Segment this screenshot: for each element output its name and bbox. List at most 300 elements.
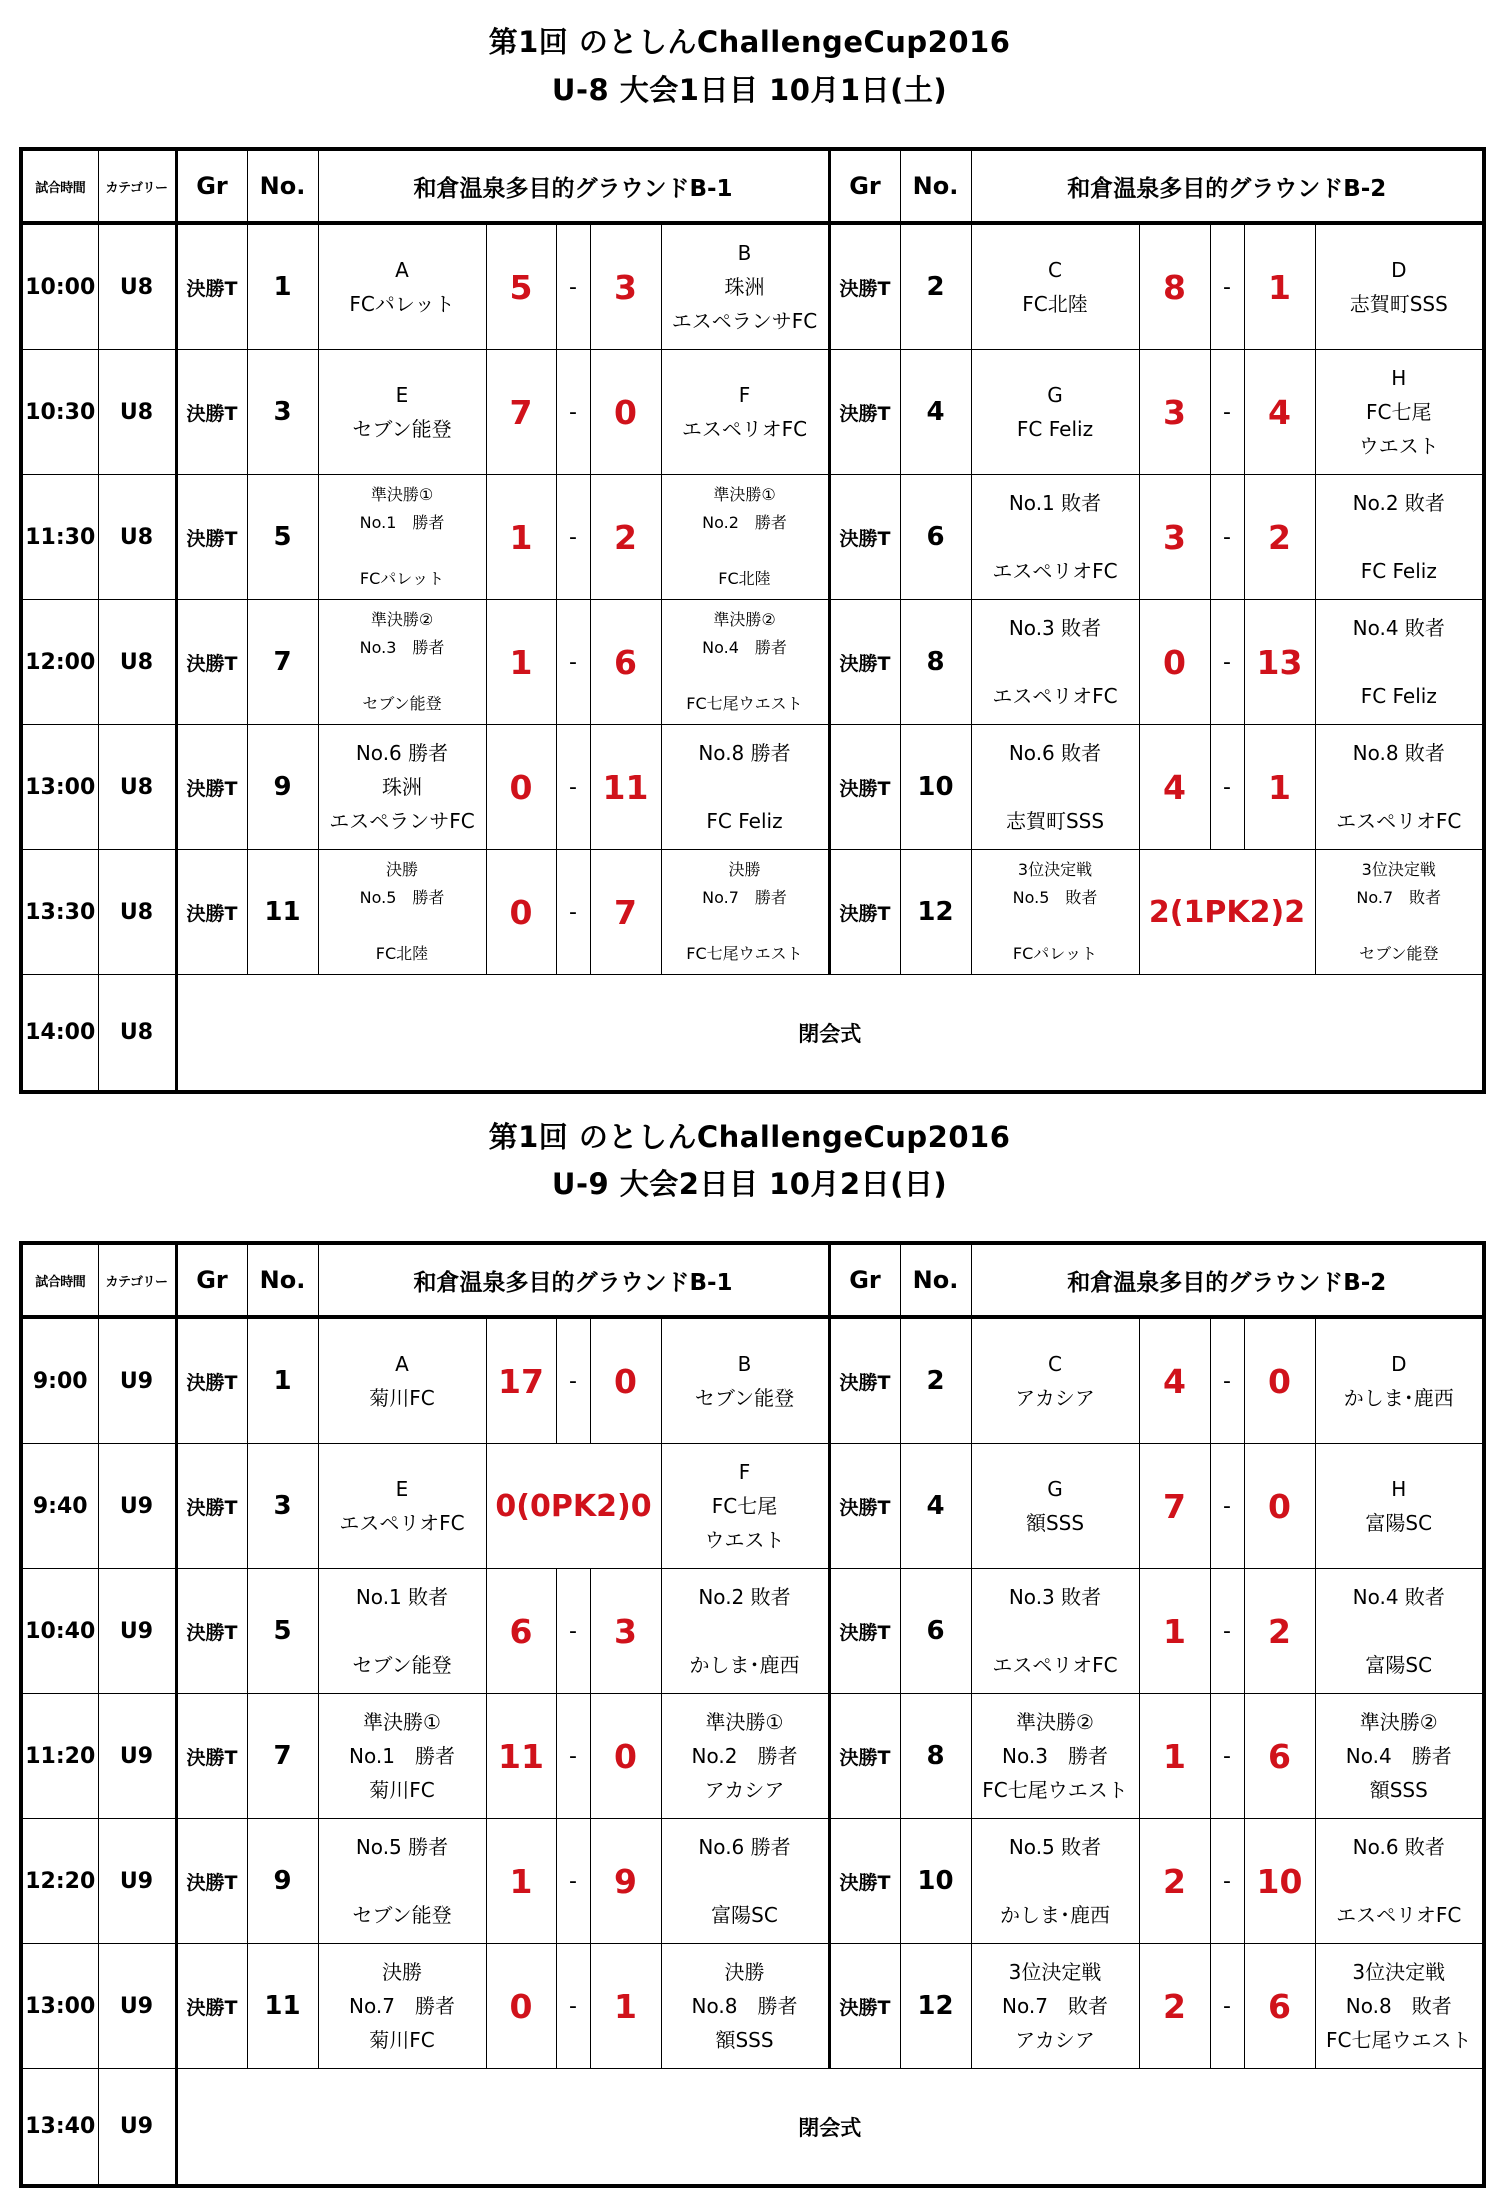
home-team-line: C — [1048, 258, 1062, 282]
away-team-line: No.2 敗者 — [1352, 491, 1445, 515]
home-team-line: No.1 勝者 — [359, 513, 445, 532]
away-team — [661, 475, 829, 600]
away-team-line: No.6 勝者 — [698, 1835, 791, 1859]
home-team-line: 菊川FC — [369, 1386, 435, 1410]
home-team-line — [319, 537, 486, 565]
home-team — [318, 1944, 486, 2069]
home-score: 0 — [486, 725, 556, 850]
home-team-line: アカシア — [1015, 1386, 1095, 1410]
away-team — [661, 600, 829, 725]
home-team-line: FC北陸 — [1022, 292, 1088, 316]
away-score: 11 — [590, 725, 661, 850]
away-score: 4 — [1244, 350, 1315, 475]
away-team — [661, 1694, 829, 1819]
away-team — [661, 725, 829, 850]
score-separator: - — [1210, 475, 1244, 600]
home-team-line: 菊川FC — [369, 2028, 435, 2052]
u8-schedule-table — [19, 147, 1486, 1094]
away-team-line — [662, 912, 828, 940]
home-score: 0 — [486, 850, 556, 975]
home-team-line: E — [395, 383, 409, 407]
home-team-line: FCパレット — [1012, 944, 1098, 963]
score-separator: - — [556, 850, 590, 975]
home-team-line — [319, 1614, 486, 1648]
match-group: 決勝T — [829, 475, 900, 600]
away-team-line: No.7 勝者 — [702, 888, 787, 907]
home-team-line — [972, 645, 1139, 679]
away-team — [661, 1569, 829, 1694]
away-team-line: No.4 敗者 — [1352, 1585, 1445, 1609]
match-row — [21, 1569, 1484, 1694]
away-team-line — [1316, 1864, 1483, 1898]
home-team-line: アカシア — [1015, 2028, 1095, 2052]
away-score: 2 — [590, 475, 661, 600]
home-team-line: No.1 勝者 — [349, 1744, 455, 1768]
match-number: 12 — [900, 1944, 971, 2069]
match-time: 10:00 — [21, 223, 98, 350]
away-score: 7 — [590, 850, 661, 975]
away-team — [661, 1317, 829, 1444]
ceremony-label: 閉会式 — [176, 975, 1484, 1093]
home-score: 5 — [486, 223, 556, 350]
away-team-line: エスペリオFC — [681, 417, 808, 441]
away-team-line — [1316, 520, 1483, 554]
away-team-line: FC七尾ウエスト — [686, 944, 803, 963]
ceremony-time: 13:40 — [21, 2069, 98, 2187]
home-score: 4 — [1139, 725, 1210, 850]
away-team-line: FC北陸 — [718, 569, 771, 588]
home-team — [971, 475, 1139, 600]
away-team-line — [662, 537, 828, 565]
home-team — [318, 600, 486, 725]
away-team-line: No.2 勝者 — [702, 513, 787, 532]
match-number: 6 — [900, 475, 971, 600]
away-team-line: エスペリオFC — [1336, 1903, 1462, 1927]
away-team-line: F — [738, 1460, 751, 1484]
home-team-line: No.6 勝者 — [355, 741, 449, 765]
home-team — [971, 1694, 1139, 1819]
home-team — [318, 475, 486, 600]
score-separator: - — [1210, 1444, 1244, 1569]
away-team-line: セブン能登 — [1359, 944, 1439, 963]
match-category: U9 — [98, 1819, 176, 1944]
match-group: 決勝T — [176, 725, 247, 850]
away-team — [661, 223, 829, 350]
match-group: 決勝T — [176, 1819, 247, 1944]
away-team-line: No.8 敗者 — [1352, 741, 1445, 765]
match-time: 10:30 — [21, 350, 98, 475]
match-number: 3 — [247, 1444, 318, 1569]
u9-title-line2: U-9 大会2日目 10月2日(日) — [551, 1167, 948, 1201]
match-number: 8 — [900, 1694, 971, 1819]
match-number: 3 — [247, 350, 318, 475]
away-team-line: D — [1391, 1352, 1407, 1376]
match-row — [21, 725, 1484, 850]
home-team — [318, 1444, 486, 1569]
away-team — [1315, 1694, 1484, 1819]
match-row — [21, 350, 1484, 475]
score-separator: - — [556, 600, 590, 725]
header-ground-b1: 和倉温泉多目的グラウンドB-1 — [318, 149, 829, 223]
match-group: 決勝T — [829, 350, 900, 475]
home-team-line: No.7 敗者 — [1002, 1994, 1108, 2018]
away-team — [661, 350, 829, 475]
match-number: 11 — [247, 1944, 318, 2069]
home-team — [318, 223, 486, 350]
home-team-line: No.5 勝者 — [359, 888, 445, 907]
away-team-line: 3位決定戦 — [1361, 860, 1436, 879]
away-team-line: セブン能登 — [694, 1386, 795, 1410]
match-group: 決勝T — [176, 600, 247, 725]
away-score: 0 — [590, 350, 661, 475]
match-category: U9 — [98, 1317, 176, 1444]
away-team-line: FC七尾ウエスト — [686, 694, 803, 713]
home-team — [971, 725, 1139, 850]
home-team-line: No.1 敗者 — [355, 1585, 449, 1609]
home-team-line: エスペランサFC — [329, 809, 475, 833]
home-team-line: 珠洲 — [382, 775, 422, 799]
home-team — [971, 1569, 1139, 1694]
home-team-line: No.3 勝者 — [1002, 1744, 1108, 1768]
away-score: 0 — [590, 1694, 661, 1819]
home-team-line: 準決勝① — [363, 1710, 441, 1734]
away-team-line: H — [1391, 366, 1407, 390]
ceremony-row — [21, 2069, 1484, 2187]
away-team-line: かしま･鹿西 — [1343, 1386, 1454, 1410]
home-team-line — [972, 1864, 1139, 1898]
home-team — [971, 600, 1139, 725]
home-team-line: エスペリオFC — [339, 1511, 465, 1535]
header-no: No. — [247, 149, 318, 223]
away-team-line: 準決勝① — [713, 485, 776, 504]
match-group: 決勝T — [176, 1569, 247, 1694]
home-team-line — [319, 912, 486, 940]
match-number: 2 — [900, 223, 971, 350]
home-team-line: No.6 敗者 — [1008, 741, 1102, 765]
home-score: 8 — [1139, 223, 1210, 350]
match-group: 決勝T — [176, 850, 247, 975]
home-team-line — [972, 912, 1139, 940]
away-score: 0 — [1244, 1317, 1315, 1444]
home-team-line — [972, 770, 1139, 804]
match-time: 9:00 — [21, 1317, 98, 1444]
away-score: 1 — [1244, 725, 1315, 850]
home-team-line: G — [1047, 383, 1063, 407]
pk-score: 2(1PK2)2 — [1139, 850, 1315, 975]
match-group: 決勝T — [829, 1317, 900, 1444]
away-team-line: 3位決定戦 — [1352, 1960, 1446, 1984]
home-team — [318, 850, 486, 975]
away-score: 13 — [1244, 600, 1315, 725]
match-category: U9 — [98, 1694, 176, 1819]
home-team-line: セブン能登 — [362, 694, 442, 713]
away-team-line — [662, 1614, 828, 1648]
match-number: 9 — [247, 1819, 318, 1944]
match-number: 1 — [247, 223, 318, 350]
home-score: 1 — [1139, 1694, 1210, 1819]
home-team-line: No.3 敗者 — [1008, 1585, 1102, 1609]
home-score: 7 — [1139, 1444, 1210, 1569]
home-team-line: 準決勝② — [370, 610, 434, 629]
away-team-line: B — [737, 1352, 752, 1376]
match-group: 決勝T — [176, 223, 247, 350]
away-team — [661, 1819, 829, 1944]
away-team-line — [1316, 912, 1483, 940]
home-score: 6 — [486, 1569, 556, 1694]
home-score: 3 — [1139, 350, 1210, 475]
score-separator: - — [556, 223, 590, 350]
away-team-line: No.4 敗者 — [1352, 616, 1445, 640]
home-team — [971, 350, 1139, 475]
header-no: No. — [900, 149, 971, 223]
away-team-line: D — [1391, 258, 1407, 282]
home-team-line: セブン能登 — [352, 417, 452, 441]
u9-schedule-table — [19, 1241, 1486, 2188]
away-team-line: FC七尾 — [1366, 400, 1432, 424]
away-team-line: No.6 敗者 — [1352, 1835, 1445, 1859]
match-row — [21, 850, 1484, 975]
away-team-line: No.8 勝者 — [698, 741, 791, 765]
match-number: 7 — [247, 1694, 318, 1819]
match-number: 5 — [247, 1569, 318, 1694]
home-team — [318, 725, 486, 850]
u9-title-line1: 第1回 のとしんChallengeCup2016 — [488, 1120, 1011, 1154]
away-team — [1315, 850, 1484, 975]
match-group: 決勝T — [176, 1317, 247, 1444]
home-team-line: A — [395, 258, 409, 282]
away-team — [1315, 350, 1484, 475]
home-team-line: セブン能登 — [352, 1653, 452, 1677]
away-team-line: ウエスト — [704, 1528, 785, 1552]
away-team-line: No.7 敗者 — [1356, 888, 1442, 907]
away-team — [661, 850, 829, 975]
away-team — [1315, 1317, 1484, 1444]
match-time: 12:20 — [21, 1819, 98, 1944]
match-group: 決勝T — [829, 725, 900, 850]
match-time: 11:20 — [21, 1694, 98, 1819]
away-team-line: かしま･鹿西 — [689, 1653, 800, 1677]
match-category: U9 — [98, 1944, 176, 2069]
away-team-line: No.4 勝者 — [702, 638, 787, 657]
away-score: 3 — [590, 223, 661, 350]
match-time: 11:30 — [21, 475, 98, 600]
match-number: 4 — [900, 1444, 971, 1569]
match-group: 決勝T — [829, 600, 900, 725]
score-separator: - — [1210, 1569, 1244, 1694]
match-category: U9 — [98, 1569, 176, 1694]
home-team-line: No.7 勝者 — [349, 1994, 455, 2018]
match-category: U8 — [98, 223, 176, 350]
home-score: 1 — [1139, 1569, 1210, 1694]
score-separator: - — [1210, 1819, 1244, 1944]
score-separator: - — [1210, 1317, 1244, 1444]
match-category: U8 — [98, 850, 176, 975]
match-group: 決勝T — [829, 1444, 900, 1569]
home-team-line: C — [1048, 1352, 1062, 1376]
away-team-line — [1316, 1614, 1483, 1648]
match-group: 決勝T — [176, 475, 247, 600]
away-team-line: ウエスト — [1358, 434, 1439, 458]
away-team-line: H — [1391, 1477, 1407, 1501]
away-team — [1315, 1569, 1484, 1694]
match-number: 12 — [900, 850, 971, 975]
match-number: 11 — [247, 850, 318, 975]
home-score: 1 — [486, 1819, 556, 1944]
home-score: 11 — [486, 1694, 556, 1819]
home-team-line: 志賀町SSS — [1005, 809, 1105, 833]
away-team-line: 決勝 — [728, 860, 761, 879]
match-row — [21, 1819, 1484, 1944]
away-team — [1315, 600, 1484, 725]
away-team — [661, 1444, 829, 1569]
match-number: 7 — [247, 600, 318, 725]
home-team — [318, 1569, 486, 1694]
home-team-line — [319, 1864, 486, 1898]
match-number: 9 — [247, 725, 318, 850]
match-group: 決勝T — [176, 350, 247, 475]
header-time: 試合時間 — [21, 1243, 98, 1317]
away-team-line: 志賀町SSS — [1349, 292, 1448, 316]
header-ground-b2: 和倉温泉多目的グラウンドB-2 — [971, 149, 1484, 223]
away-team-line — [662, 770, 828, 804]
home-team-line: 菊川FC — [369, 1778, 435, 1802]
home-team-line: エスペリオFC — [992, 559, 1118, 583]
u8-title-line2: U-8 大会1日目 10月1日(土) — [551, 73, 948, 107]
away-score: 2 — [1244, 475, 1315, 600]
match-category: U8 — [98, 725, 176, 850]
home-score: 1 — [486, 475, 556, 600]
away-team-line: No.4 勝者 — [1345, 1744, 1452, 1768]
header-ground-b1: 和倉温泉多目的グラウンドB-1 — [318, 1243, 829, 1317]
match-number: 6 — [900, 1569, 971, 1694]
match-category: U9 — [98, 1444, 176, 1569]
header-gr: Gr — [176, 1243, 247, 1317]
home-team-line — [319, 662, 486, 690]
home-score: 3 — [1139, 475, 1210, 600]
away-team — [1315, 475, 1484, 600]
away-team — [661, 1944, 829, 2069]
score-separator: - — [1210, 1944, 1244, 2069]
match-row — [21, 600, 1484, 725]
away-score: 3 — [590, 1569, 661, 1694]
home-team-line: A — [395, 1352, 409, 1376]
away-team-line: No.8 敗者 — [1345, 1994, 1452, 2018]
away-team-line — [662, 1864, 828, 1898]
away-score: 0 — [1244, 1444, 1315, 1569]
home-team-line: FC Feliz — [1016, 417, 1094, 441]
score-separator: - — [1210, 350, 1244, 475]
match-time: 12:00 — [21, 600, 98, 725]
away-score: 6 — [1244, 1944, 1315, 2069]
away-team-line: 富陽SC — [1365, 1653, 1433, 1677]
home-team-line — [972, 520, 1139, 554]
match-row — [21, 1317, 1484, 1444]
match-group: 決勝T — [829, 223, 900, 350]
away-team — [1315, 1819, 1484, 1944]
home-score: 2 — [1139, 1944, 1210, 2069]
home-team-line: FCパレット — [359, 569, 445, 588]
away-score: 6 — [590, 600, 661, 725]
match-category: U8 — [98, 350, 176, 475]
away-team-line: No.8 勝者 — [691, 1994, 798, 2018]
home-team — [318, 1317, 486, 1444]
match-row — [21, 475, 1484, 600]
home-team-line: エスペリオFC — [992, 1653, 1118, 1677]
away-team-line: No.2 敗者 — [698, 1585, 791, 1609]
away-team-line: エスペランサFC — [671, 309, 818, 333]
away-team-line: F — [738, 383, 751, 407]
ceremony-category: U9 — [98, 2069, 176, 2187]
home-team-line: FCパレット — [349, 292, 455, 316]
match-category: U8 — [98, 600, 176, 725]
away-team-line: 準決勝② — [713, 610, 776, 629]
header-category: カテゴリー — [98, 149, 176, 223]
header-time: 試合時間 — [21, 149, 98, 223]
home-team-line: セブン能登 — [352, 1903, 452, 1927]
away-team-line: FC Feliz — [1360, 559, 1437, 583]
header-no: No. — [900, 1243, 971, 1317]
score-separator: - — [556, 1317, 590, 1444]
home-team-line: No.5 敗者 — [1012, 888, 1098, 907]
score-separator: - — [556, 725, 590, 850]
home-team — [971, 1317, 1139, 1444]
match-row — [21, 1444, 1484, 1569]
away-team — [1315, 223, 1484, 350]
match-row — [21, 223, 1484, 350]
ceremony-category: U8 — [98, 975, 176, 1093]
score-separator: - — [556, 475, 590, 600]
away-team-line: 決勝 — [724, 1960, 765, 1984]
home-score: 2 — [1139, 1819, 1210, 1944]
header-gr: Gr — [176, 149, 247, 223]
ceremony-label: 閉会式 — [176, 2069, 1484, 2187]
away-team-line: FC Feliz — [1360, 684, 1437, 708]
away-team-line: FC七尾ウエスト — [1326, 2028, 1472, 2052]
home-score: 17 — [486, 1317, 556, 1444]
match-number: 2 — [900, 1317, 971, 1444]
home-team — [971, 1944, 1139, 2069]
home-team-line: エスペリオFC — [992, 684, 1118, 708]
away-team-line — [662, 662, 828, 690]
match-time: 9:40 — [21, 1444, 98, 1569]
match-number: 10 — [900, 1819, 971, 1944]
home-team-line: FC七尾ウエスト — [982, 1778, 1128, 1802]
away-team-line: 富陽SC — [1365, 1511, 1433, 1535]
match-time: 10:40 — [21, 1569, 98, 1694]
away-team-line: 準決勝② — [1359, 1710, 1438, 1734]
match-time: 13:00 — [21, 1944, 98, 2069]
home-team-line: No.5 勝者 — [355, 1835, 449, 1859]
home-team-line: No.5 敗者 — [1008, 1835, 1102, 1859]
home-team — [971, 1819, 1139, 1944]
away-team-line: 額SSS — [1369, 1778, 1428, 1802]
home-score: 7 — [486, 350, 556, 475]
home-team — [971, 1444, 1139, 1569]
match-time: 13:00 — [21, 725, 98, 850]
away-score: 10 — [1244, 1819, 1315, 1944]
away-team-line: アカシア — [704, 1778, 785, 1802]
home-score: 0 — [1139, 600, 1210, 725]
away-team-line: 準決勝① — [705, 1710, 784, 1734]
home-team-line: FC北陸 — [375, 944, 429, 963]
away-score: 1 — [1244, 223, 1315, 350]
match-category: U8 — [98, 475, 176, 600]
home-team — [971, 223, 1139, 350]
header-gr: Gr — [829, 1243, 900, 1317]
score-separator: - — [556, 1569, 590, 1694]
home-team-line: かしま･鹿西 — [1000, 1903, 1110, 1927]
match-row — [21, 1944, 1484, 2069]
